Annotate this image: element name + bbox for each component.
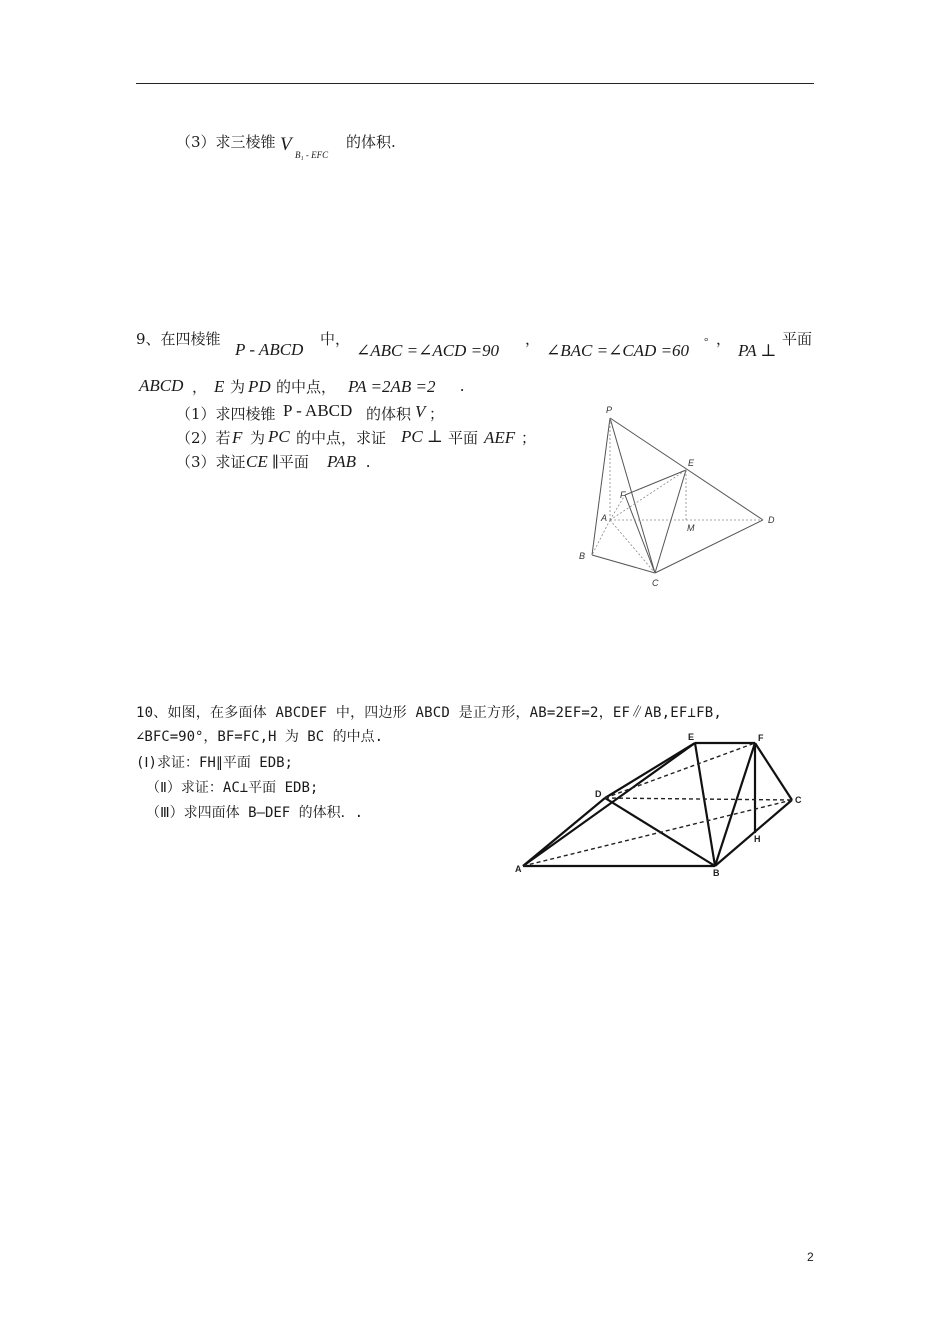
edge-BC: [592, 555, 655, 573]
label-A: A: [515, 864, 522, 874]
q9-number: 9、在四棱锥: [136, 330, 221, 348]
q9-p2-wei: 为: [250, 429, 266, 447]
label-B: B: [713, 868, 720, 878]
q10-polyhedron-figure: [510, 728, 810, 878]
q10-p2: （Ⅱ）求证：AC⊥平面 EDB;: [146, 780, 319, 796]
label-D: D: [595, 789, 602, 799]
label-D: D: [768, 515, 775, 525]
label-F: F: [620, 490, 626, 500]
q9-pingmian: 平面: [782, 330, 813, 348]
edge-PD: [610, 418, 763, 520]
edge-AE: [523, 743, 695, 866]
edge-FC: [755, 743, 792, 800]
q9-p3-ce: CE: [246, 452, 268, 471]
q9-p2-mid: 的中点，求证: [296, 429, 387, 447]
q10-p3: （Ⅲ）求四面体 B—DEF 的体积．.: [146, 805, 364, 821]
q9-zhong: 中，: [320, 330, 351, 348]
q9-pd: PD: [248, 377, 271, 396]
q8-part3-suffix: 的体积.: [346, 133, 396, 151]
q9-p1-pyr: P - ABCD: [283, 401, 353, 420]
q9-p1-prefix: （1）求四棱锥: [176, 405, 276, 423]
q9-p2-pc2: PC ⊥: [401, 427, 443, 446]
edge-AC: [610, 520, 655, 573]
q9-p2-aef: AEF: [484, 428, 516, 447]
q9-cond2: ∠BAC =∠CAD =60: [546, 341, 690, 360]
q9-p2-prefix: （2）若: [176, 429, 231, 447]
q9-p3-prefix: （3）求证: [176, 453, 246, 471]
q9-abcd: ABCD: [139, 376, 184, 395]
q9-wei: 为: [230, 378, 246, 396]
q9-pa-eq: PA =2AB =2: [348, 377, 436, 396]
label-E: E: [688, 458, 695, 468]
edge-EC: [655, 470, 686, 573]
q8-part3: [176, 131, 276, 152]
q10-p1: (Ⅰ)求证：FH∥平面 EDB;: [136, 755, 293, 771]
edge-PC: [610, 418, 655, 573]
label-C: C: [795, 795, 802, 805]
label-F: F: [758, 733, 764, 743]
q8-part3-prefix: （3）求三棱锥: [176, 133, 276, 151]
q9-p1-v: V: [415, 402, 426, 421]
label-E: E: [688, 732, 695, 742]
edge-CD: [655, 520, 763, 573]
label-M: M: [687, 523, 695, 533]
q10-line1: 10、如图，在多面体 ABCDEF 中，四边形 ABCD 是正方形，AB=2EF=2，EF∥AB,EF⊥FB,: [136, 705, 723, 721]
q9-p3-end: .: [366, 452, 371, 471]
q9-comma3: ，: [192, 378, 208, 396]
q9-pyramid: P - ABCD: [235, 340, 304, 359]
q9-comma1: ，: [525, 330, 541, 348]
q9-p3-pab: PAB: [327, 452, 356, 471]
label-C: C: [652, 578, 659, 588]
q9-p1-mid: 的体积: [366, 405, 412, 423]
q9-pyramid-figure: [570, 400, 790, 595]
edge-DE: [605, 743, 695, 798]
label-A: A: [601, 513, 608, 523]
edge-PB: [592, 418, 610, 555]
label-B: B: [579, 551, 586, 561]
q9-dot: .: [460, 376, 465, 395]
label-P: P: [606, 405, 613, 415]
q10-line2: ∠BFC=90°，BF=FC,H 为 BC 的中点.: [136, 729, 384, 745]
edge-FE: [625, 470, 686, 495]
q9-p1-end: ；: [429, 405, 445, 423]
q8-subscript: B₁ - EFC: [295, 150, 329, 160]
q8-volume-symbol: [280, 134, 292, 156]
q8-v: V: [280, 134, 292, 155]
edge-FC-part: [625, 495, 655, 573]
q9-p2-pc: PC: [268, 427, 290, 446]
page-number: 2: [807, 1250, 814, 1264]
q9-comma2: ，: [716, 330, 732, 348]
q9-cond1: ∠ABC =∠ACD =90: [356, 341, 500, 360]
edge-DC: [605, 798, 792, 800]
q9-e: E: [214, 377, 225, 396]
label-H: H: [754, 834, 761, 844]
q9-p2-f: F: [232, 428, 243, 447]
q9-degree: °: [704, 336, 709, 348]
q9-pa-perp: PA ⊥: [738, 341, 777, 360]
q9-p2-plane: 平面: [448, 429, 479, 447]
q9-midpoint: 的中点，: [276, 378, 337, 396]
q9-p3-par: ∥平面: [272, 453, 309, 471]
header-rule: [136, 83, 814, 84]
q9-p2-end: ；: [521, 429, 537, 447]
